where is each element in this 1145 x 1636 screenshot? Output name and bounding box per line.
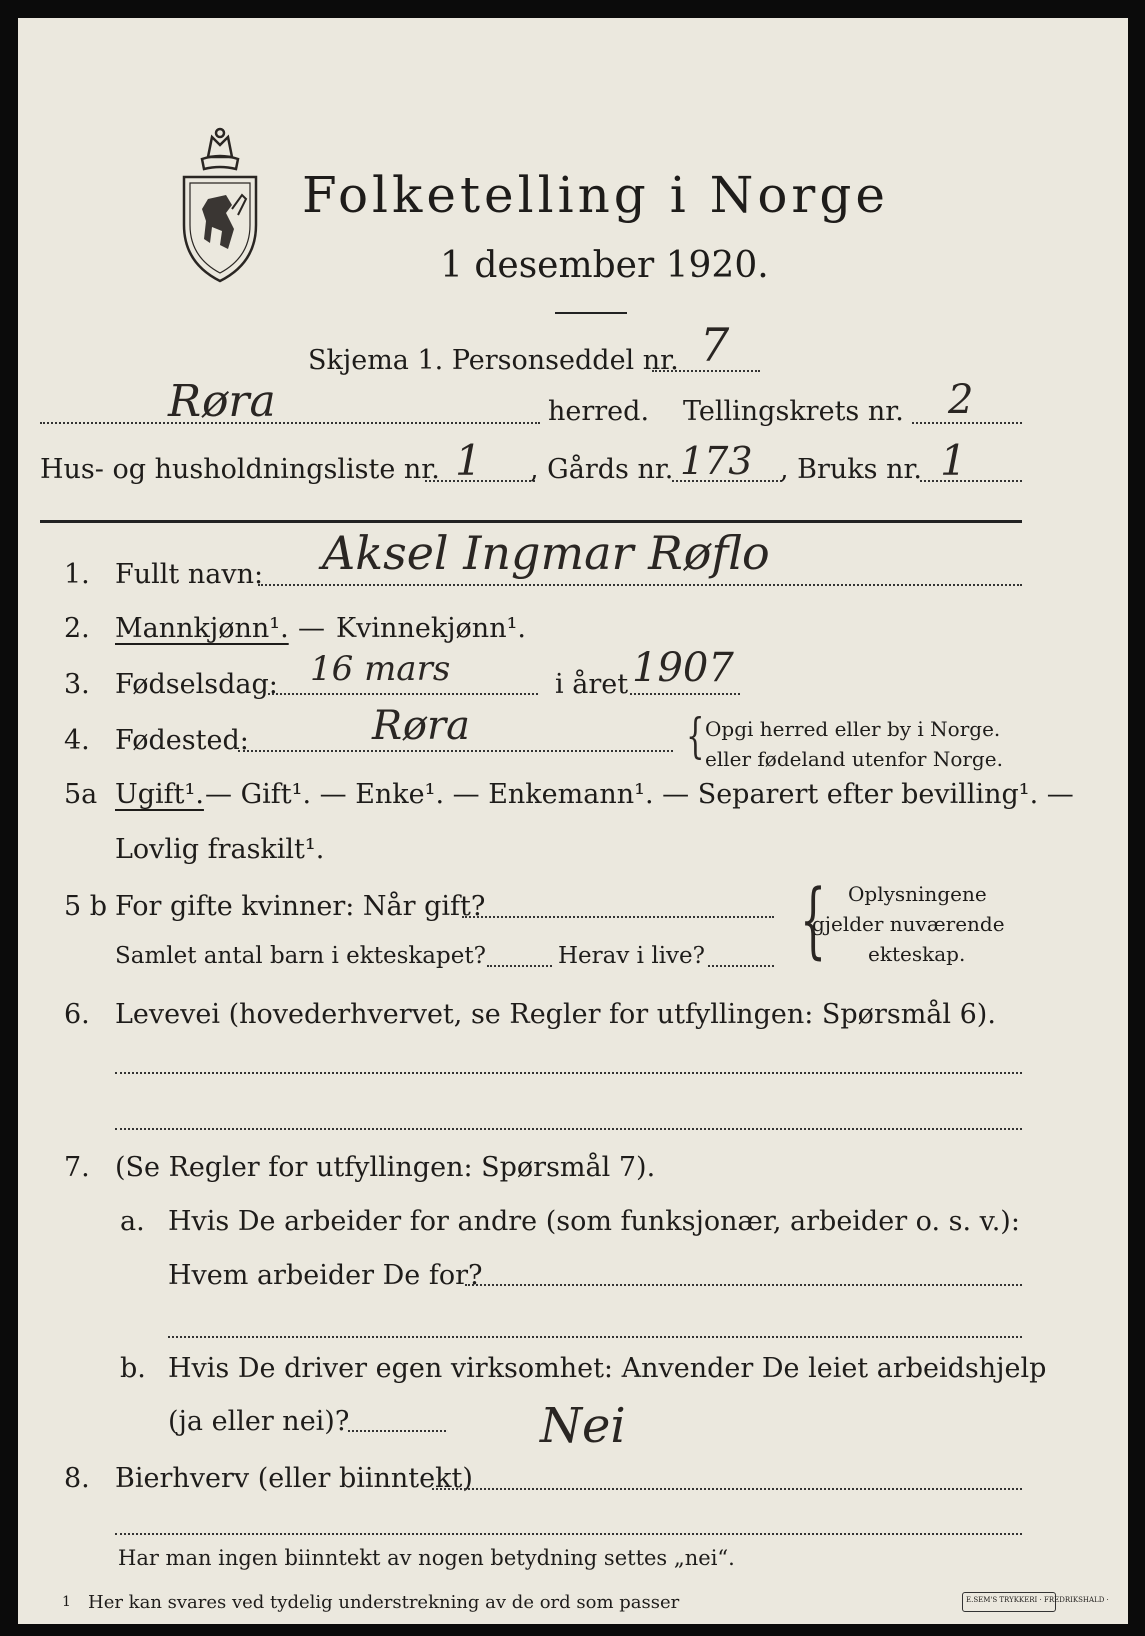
q4-label: Fødested: [115,725,249,756]
schema-number-value: 7 [700,318,730,372]
q5b-children-line [487,965,552,967]
q8-number: 8. [64,1463,90,1494]
tellingskrets-label: Tellingskrets nr. [683,396,904,427]
schema-label: Skjema 1. Personseddel nr. [308,345,679,376]
title-divider [555,312,627,314]
coat-of-arms-icon [172,125,268,285]
q5b-line2-alive: Herav i live? [558,943,705,969]
q7b-label: Hvis De driver egen virksomhet: Anvender De leiet arbeidshjelp [168,1353,1047,1384]
bruks-label: , Bruks nr. [780,454,923,485]
tellingskrets-value: 2 [948,377,974,423]
q8-line [432,1488,1022,1490]
q5b-label: For gifte kvinner: Når gift? [115,891,486,922]
q3-number: 3. [64,669,90,700]
q2-separator: — [298,613,325,644]
q5a-other-options: — Gift¹. — Enke¹. — Enkemann¹. — Separert efter bevilling¹. — [205,779,1074,810]
q6-label: Levevei (hovederhvervet, se Regler for utfyllingen: Spørsmål 6). [115,999,996,1030]
q6-number: 6. [64,999,90,1030]
footnote-mark: 1 [62,1594,71,1610]
q7a-label: Hvis De arbeider for andre (som funksjonær, arbeider o. s. v.): [168,1206,1020,1237]
q6-line-2 [115,1128,1022,1130]
bruks-line [920,480,1022,482]
form-title: Folketelling i Norge [302,166,889,224]
q3-label: Fødselsdag: [115,669,278,700]
q8-line-2 [115,1533,1022,1535]
q5b-note-line1: Oplysningene [848,882,987,906]
herred-label: herred. [548,396,650,427]
q3-line [268,693,538,695]
q5a-ugift-option: Ugift¹. [115,779,204,810]
q4-note-line2: eller fødeland utenfor Norge. [705,747,1003,771]
q2-number: 2. [64,613,90,644]
q4-brace: { [686,708,705,764]
q5a-line2: Lovlig fraskilt¹. [115,834,325,865]
q5b-married-line [462,916,774,918]
hus-label: Hus- og husholdningsliste nr. [40,454,440,485]
q7b-answer-line [348,1430,446,1432]
footer-note: Har man ingen biinntekt av nogen betydning settes „nei“. [118,1546,735,1570]
printer-stamp-text: E.SEM'S TRYKKERI · FREDRIKSHALD · [966,1596,1109,1604]
header-divider [40,520,1022,523]
q8-label: Bierhverv (eller biinntekt) [115,1463,473,1494]
bruks-value: 1 [940,436,967,485]
q5a-number: 5a [64,779,98,810]
q7b-answer-value: Nei [540,1398,626,1454]
q5b-line2-children: Samlet antal barn i ekteskapet? [115,943,486,969]
q5b-alive-line [708,965,774,967]
q2-female-option: Kvinnekjønn¹. [336,613,526,644]
q5b-note-line3: ekteskap. [868,942,966,966]
q1-number: 1. [64,559,90,590]
q5b-brace: { [800,873,827,968]
q7a-employer-line-2 [168,1336,1022,1338]
printer-stamp [962,1592,1109,1612]
q1-full-name-value: Aksel Ingmar Røflo [322,526,770,580]
q7-label: (Se Regler for utfyllingen: Spørsmål 7). [115,1152,656,1183]
q2-male-option: Mannkjønn¹. [115,613,289,644]
q5b-note-line2: gjelder nuværende [812,912,1005,936]
q7a-employer-line [465,1284,1022,1286]
q7a-line2: Hvem arbeider De for? [168,1260,483,1291]
q4-birthplace-value: Røra [372,703,470,749]
q6-line-1 [115,1072,1022,1074]
herred-value: Røra [168,376,276,427]
q7a-letter: a. [120,1206,145,1237]
q7b-line2: (ja eller nei)? [168,1406,350,1437]
hus-value: 1 [455,436,482,485]
q4-number: 4. [64,725,90,756]
herred-line [40,422,540,424]
census-date: 1 desember 1920. [440,245,769,286]
q7b-letter: b. [120,1353,146,1384]
gards-value: 173 [680,439,753,483]
q1-label: Fullt navn: [115,559,264,590]
q7-number: 7. [64,1152,90,1183]
q4-line [238,750,673,752]
q3-year-line [630,693,740,695]
gards-label: , Gårds nr. [530,454,674,485]
q3-year-label: i året [555,669,629,700]
footnote-text: Her kan svares ved tydelig understrekning av de ord som passer [88,1592,680,1613]
q4-note-line1: Opgi herred eller by i Norge. [705,717,1001,741]
q1-line [258,584,1022,586]
q3-year-value: 1907 [632,645,734,691]
q5b-number: 5 b [64,891,108,922]
q3-birthdate-value: 16 mars [310,649,451,689]
